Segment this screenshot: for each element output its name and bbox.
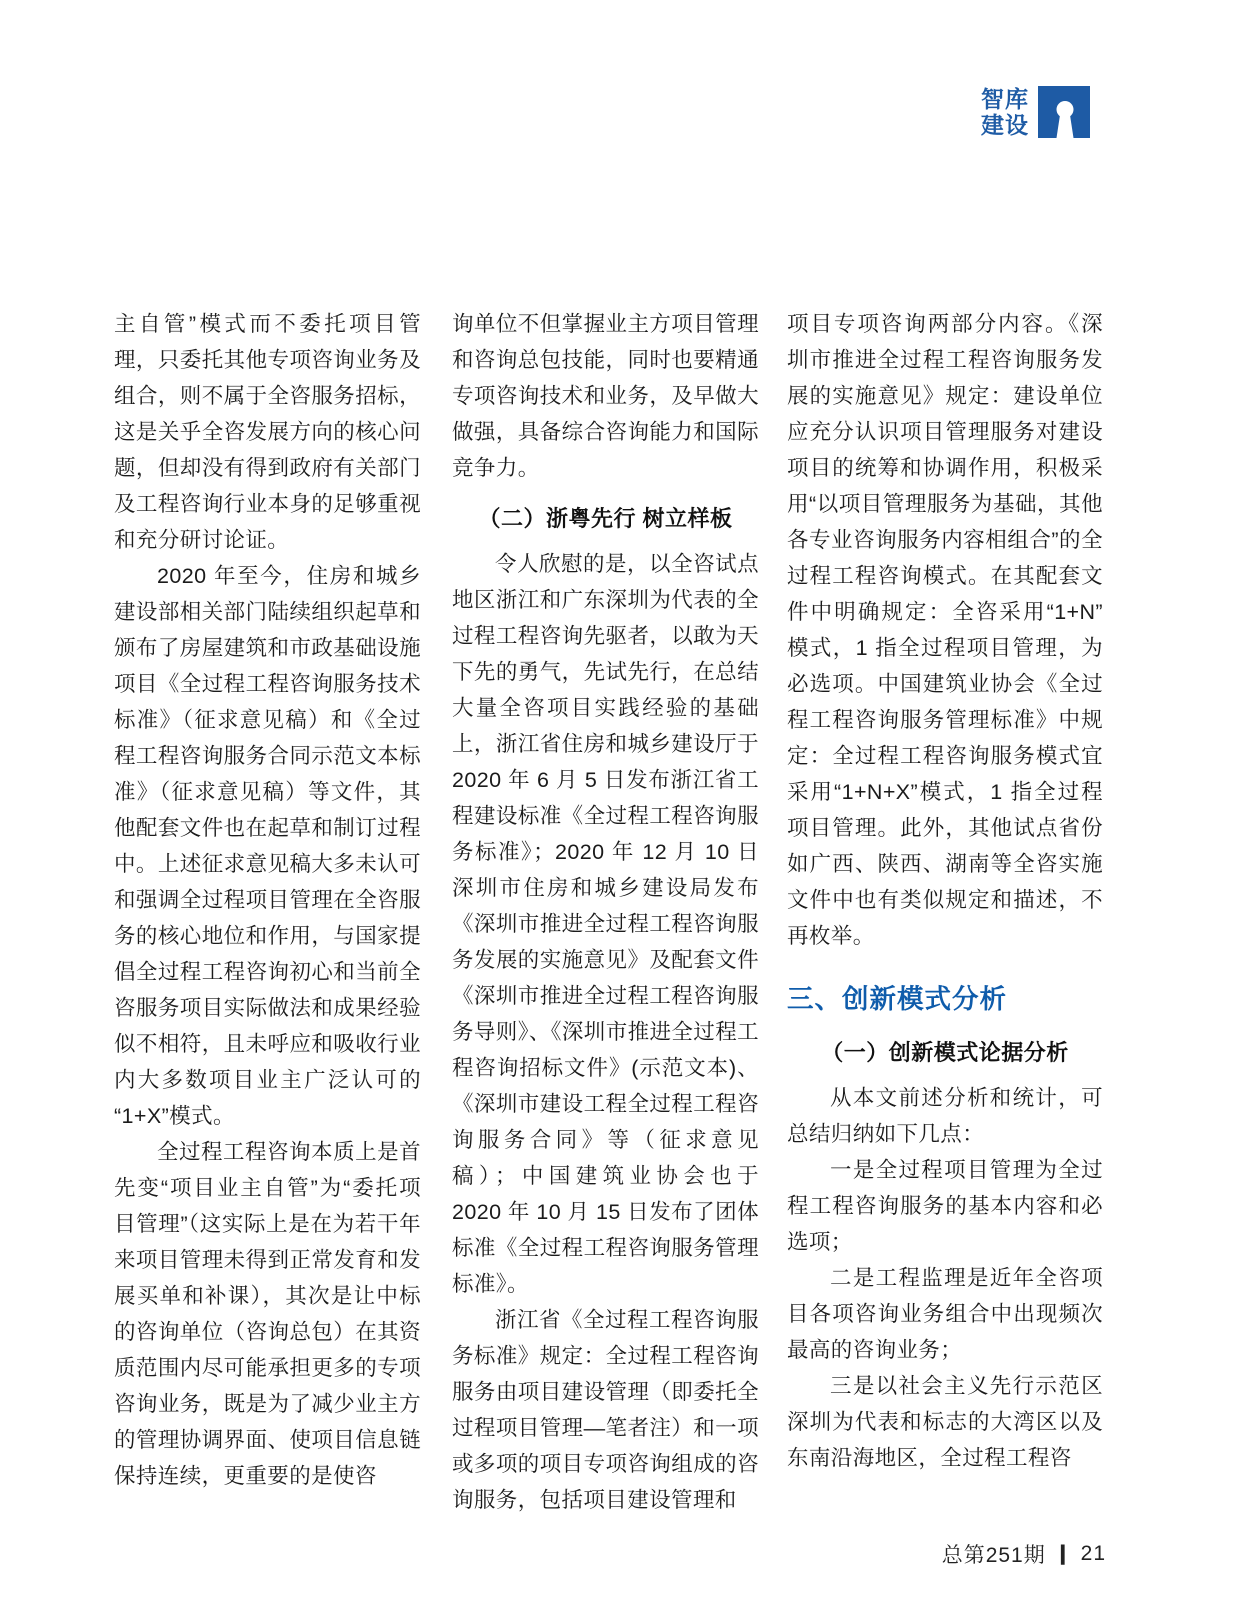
text-column-1 — [114, 306, 421, 1494]
brand-name-line1: 智库 — [981, 86, 1029, 112]
page-number: 21 — [1080, 1542, 1106, 1565]
paragraph: 一是全过程项目管理为全过程工程咨询服务的基本内容和必选项； — [787, 1158, 1103, 1254]
paragraph: 询单位不但掌握业主方项目管理和咨询总包技能，同时也要精通专项咨询技术和业务，及早做大做强，具备综合咨询能力和国际竞争力。 — [452, 312, 759, 480]
subsection-heading: （二）浙粤先行 树立样板 — [478, 506, 733, 531]
paragraph: 令人欣慰的是，以全咨试点地区浙江和广东深圳为代表的全过程工程咨询先驱者，以敢为天下先的勇气，先试先行，在总结大量全咨项目实践经验的基础上，浙江省住房和城乡建设厅于 2020 年 6 月 5 日发布浙江省工程建设标准《全过程工程咨询服务标准》；2020 年 12 月 10 日深圳市住房和城乡建设局发布《深圳市推进全过程工程咨询服务发展的实施意见》及配套文件《深圳市推进全过程工程咨询服务导则》、《深圳市推进全过程工程咨询招标文件》(示范文本)、《深圳市建设工程全过程工程咨询服务合同》等（征求意见稿）；中国建筑业协会也于 2020 年 10 月 15 日发布了团体标准《全过程工程咨询服务管理标准》。 — [452, 552, 760, 1296]
paragraph: 主自管”模式而不委托项目管理，只委托其他专项咨询业务及组合，则不属于全咨服务招标，这是关乎全咨发展方向的核心问题，但却没有得到政府有关部门及工程咨询行业本身的足够重视和充分研讨论证。 — [114, 312, 421, 552]
text-column-3 — [787, 306, 1103, 1476]
brand-name — [981, 86, 1029, 138]
brand-name-line2: 建设 — [981, 112, 1029, 138]
paragraph: 项目专项咨询两部分内容。《深圳市推进全过程工程咨询服务发展的实施意见》规定：建设单位应充分认识项目管理服务对建设项目的统筹和协调作用，积极采用“以项目管理服务为基础，其他各专业咨询服务内容相组合”的全过程工程咨询模式。在其配套文件中明确规定：全咨采用“1+N”模式，1 指全过程项目管理，为必选项。中国建筑业协会《全过程工程咨询服务管理标准》中规定：全过程工程咨询服务模式宜采用“1+N+X”模式，1 指全过程项目管理。此外，其他试点省份如广西、陕西、湖南等全咨实施文件中也有类似规定和描述，不再枚举。 — [787, 312, 1103, 948]
paragraph: 浙江省《全过程工程咨询服务标准》规定：全过程工程咨询服务由项目建设管理（即委托全过程项目管理—笔者注）和一项或多项的项目专项咨询组成的咨询服务，包括项目建设管理和 — [452, 1308, 759, 1512]
page-footer — [942, 1539, 1106, 1569]
issue-number: 总第251期 — [941, 1544, 1046, 1567]
footer-separator: | — [1058, 1542, 1069, 1565]
section-heading: 三、创新模式分析 — [787, 984, 1007, 1014]
subsection-heading: （一）创新模式论据分析 — [821, 1040, 1069, 1065]
paragraph: 从本文前述分析和统计，可总结归纳如下几点： — [787, 1086, 1103, 1146]
text-column-2 — [452, 306, 759, 1518]
paragraph: 全过程工程咨询本质上是首先变“项目业主自管”为“委托项目管理”（这实际上是在为若干年来项目管理未得到正常发育和发展买单和补课），其次是让中标的咨询单位（咨询总包）在其资质范围内尽可能承担更多的专项咨询业务，既是为了减少业主方的管理协调界面、使项目信息链保持连续，更重要的是使咨 — [114, 1140, 421, 1488]
paragraph: 二是工程监理是近年全咨项目各项咨询业务组合中出现频次最高的咨询业务； — [787, 1266, 1103, 1362]
keyhole-icon — [1038, 86, 1090, 138]
brand-logo — [981, 86, 1090, 138]
paragraph: 三是以社会主义先行示范区深圳为代表和标志的大湾区以及东南沿海地区，全过程工程咨 — [787, 1374, 1103, 1470]
paragraph: 2020 年至今，住房和城乡建设部相关部门陆续组织起草和颁布了房屋建筑和市政基础设施项目《全过程工程咨询服务技术标准》（征求意见稿）和《全过程工程咨询服务合同示范文本标准》（征求意见稿）等文件，其他配套文件也在起草和制订过程中。上述征求意见稿大多未认可和强调全过程项目管理在全咨服务的核心地位和作用，与国家提倡全过程工程咨询初心和当前全咨服务项目实际做法和成果经验似不相符，且未呼应和吸收行业内大多数项目业主广泛认可的“1+X”模式。 — [114, 564, 421, 1128]
